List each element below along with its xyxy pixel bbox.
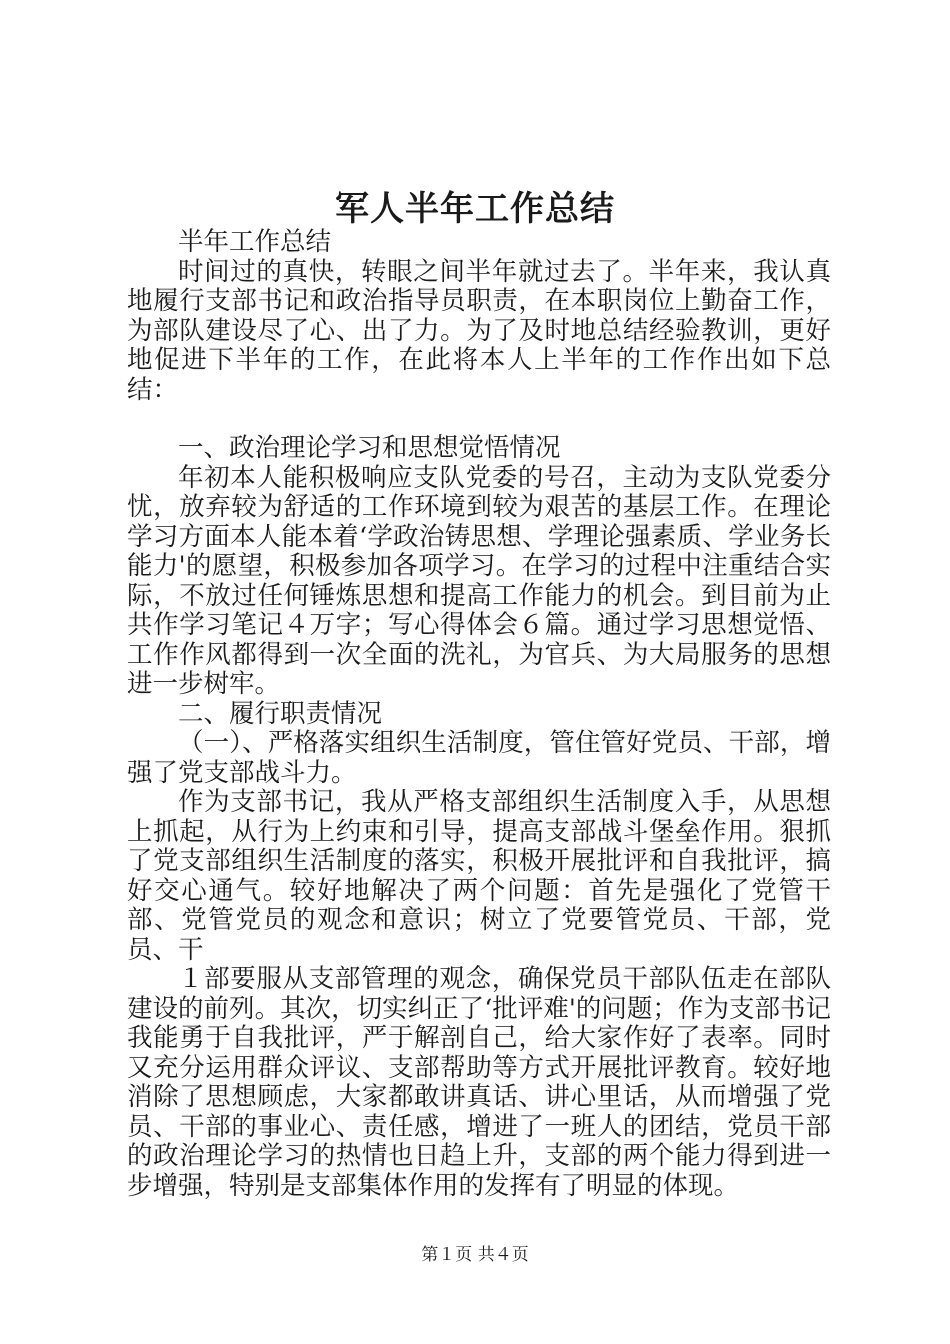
intro-paragraph: 时间过的真快，转眼之间半年就过去了。半年来，我认真地履行支部书记和政治指导员职责，在本职岗位上勤奋工作，为部队建设尽了心、出了力。为了及时地总结经验教训，更好地促进下半年的工作，在此将本人上半年的工作作出如下总结： <box>127 256 831 405</box>
section-heading-1: 一、政治理论学习和思想觉悟情况 <box>178 433 561 463</box>
section-1-paragraph: 年初本人能积极响应支队党委的号召，主动为支队党委分忧，放弃较为舒适的工作环境到较为艰苦的基层工作。在理论学习方面本人能本着‘学政治铸思想、学理论强素质、学业务长能力'的愿望，积极参加各项学习。在学习的过程中注重结合实际，不放过任何锤炼思想和提高工作能力的机会。到目前为止共作学习笔记４万字；写心得体会６篇。通过学习思想觉悟、工作作风都得到一次全面的洗礼，为官兵、为大局服务的思想进一步树牢。 <box>127 462 831 699</box>
section-2-paragraph-2: １部要服从支部管理的观念，确保党员干部队伍走在部队建设的前列。其次，切实纠正了‘批评难'的问题；作为支部书记我能勇于自我批评，严于解剖自己，给大家作好了表率。同时又充分运用群众评议、支部帮助等方式开展批评教育。较好地消除了思想顾虑，大家都敢讲真话、讲心里话，从而增强了党员、干部的事业心、责任感，增进了一班人的团结，党员干部的政治理论学习的热情也日趋上升，支部的两个能力得到进一步增强，特别是支部集体作用的发挥有了明显的体现。 <box>127 964 831 1201</box>
section-heading-2: 二、履行职责情况 <box>178 698 383 729</box>
subtitle-paragraph: 半年工作总结 <box>178 227 332 257</box>
subsection-heading-2-1: （一）、严格落实组织生活制度，管住管好党员、干部，增强了党支部战斗力。 <box>127 728 831 788</box>
paragraph-gap <box>127 405 831 434</box>
section-2-paragraph-1: 作为支部书记，我从严格支部组织生活制度入手，从思想上抓起，从行为上约束和引导，提高支部战斗堡垒作用。狠抓了党支部组织生活制度的落实，积极开展批评和自我批评，搞好交心通气。较好地解决了两个问题：首先是强化了党管干部、党管党员的观念和意识；树立了党要管党员、干部，党员、干 <box>127 787 831 965</box>
document-title: 军人半年工作总结 <box>335 189 615 229</box>
document-body <box>127 228 831 1201</box>
page-footer: 第１页 共４页 <box>421 1245 529 1265</box>
